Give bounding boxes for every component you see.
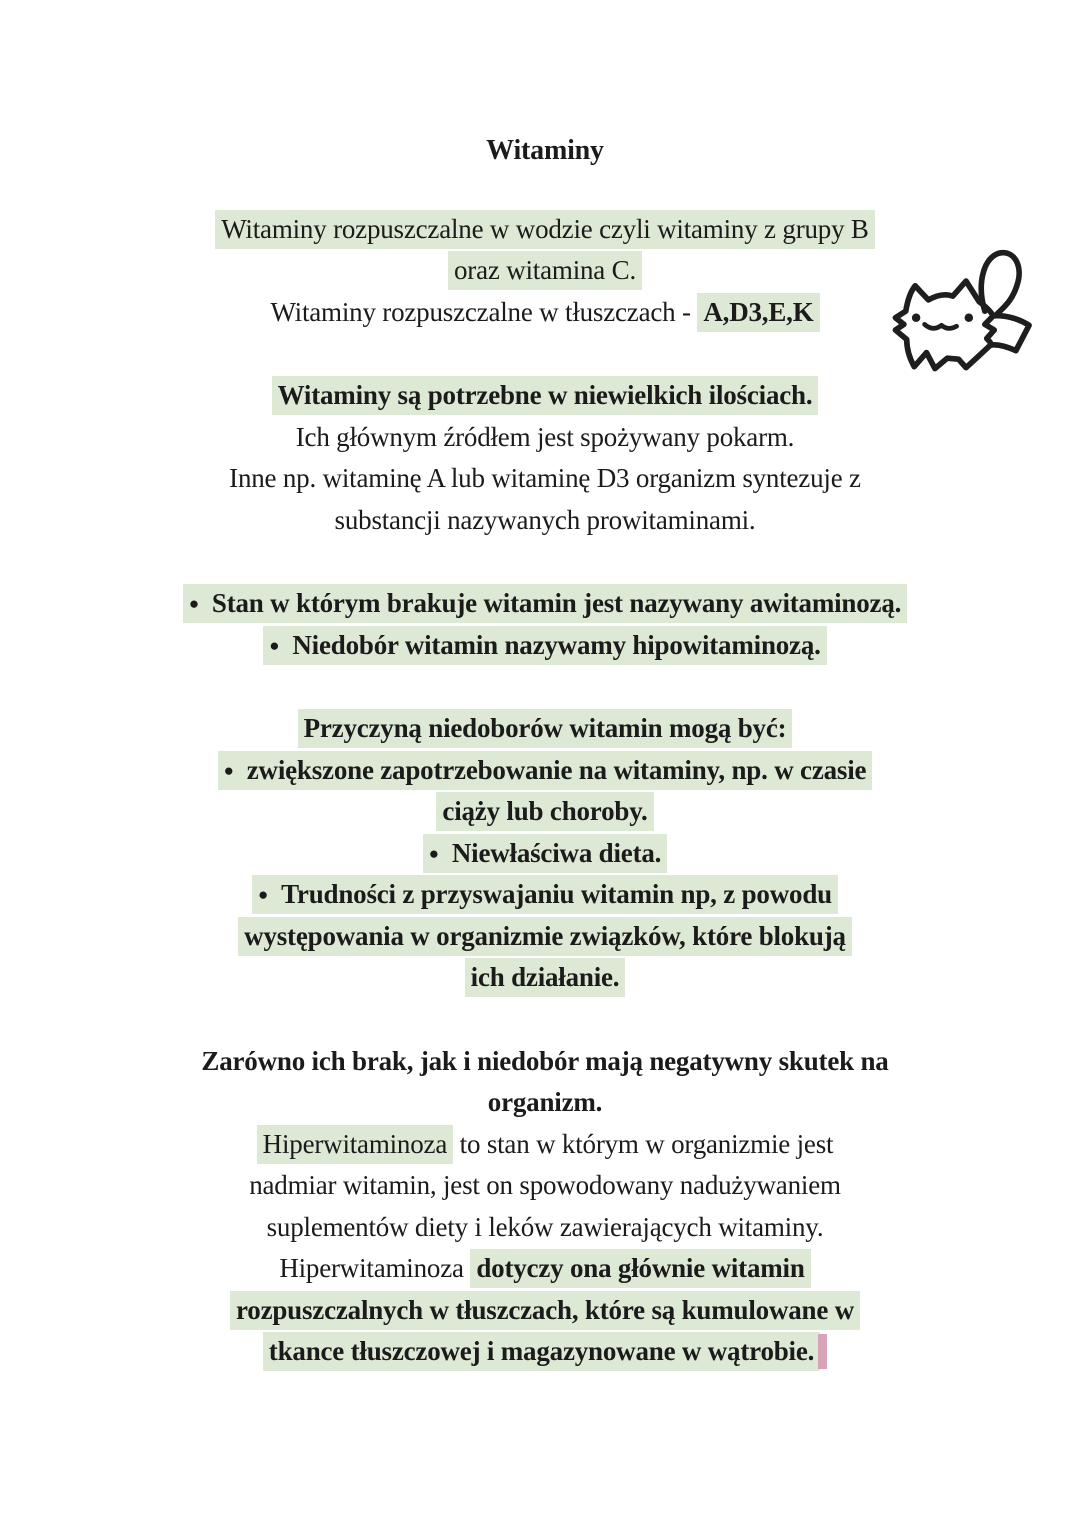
needs-paragraph — [100, 375, 990, 541]
text-line: substancji nazywanych prowitaminami. — [334, 504, 756, 535]
highlight-term: Hiperwitaminoza — [257, 1125, 453, 1164]
pink-cursor-mark — [818, 1334, 827, 1369]
text-line: nadmiar witamin, jest on spowodowany nadużywaniem — [249, 1170, 841, 1200]
text-line — [100, 250, 990, 292]
text-line: Inne np. witaminę A lub witaminę D3 organizm syntezuje z — [229, 463, 861, 493]
vitamin-states-list — [100, 583, 990, 666]
plain-text: to stan w którym w organizmie jest — [459, 1128, 834, 1159]
text-line — [100, 1290, 990, 1332]
bullet-icon: ● — [188, 594, 199, 613]
cat-doodle-icon — [862, 234, 1070, 394]
list-item — [100, 833, 990, 875]
highlight — [183, 584, 907, 623]
bullet-icon: ● — [428, 843, 439, 863]
text-line: Ich głównym źródłem jest spożywany pokarm. — [295, 421, 795, 452]
bullet-icon: ● — [223, 760, 234, 780]
list-item — [100, 625, 990, 667]
list-item-continuation — [100, 916, 990, 958]
text-line — [100, 292, 990, 334]
list-item — [100, 874, 990, 916]
text-line — [100, 209, 990, 251]
highlight — [218, 751, 873, 790]
highlight-vitamins: A,D3,E,K — [697, 293, 819, 332]
highlight — [252, 875, 838, 914]
list-item-continuation — [100, 791, 990, 833]
highlight: rozpuszczalnych w tłuszczach, które są kumulowane w — [230, 1291, 860, 1330]
bullet-icon: ● — [269, 635, 280, 655]
page-title: Witaminy — [486, 135, 604, 166]
intro-paragraph — [100, 209, 990, 334]
bullet-icon: ● — [258, 885, 269, 904]
highlight: Witaminy rozpuszczalne w wodzie czyli witaminy z grupy B — [215, 210, 875, 249]
list-item — [100, 583, 990, 625]
section-heading — [100, 708, 990, 750]
text-line: Zarówno ich brak, jak i niedobór mają negatywny skutek na — [201, 1045, 889, 1076]
causes-section — [100, 708, 990, 999]
text-line: organizm. — [487, 1087, 603, 1117]
plain-text: Witaminy rozpuszczalne w tłuszczach - — [270, 296, 691, 327]
highlight — [423, 834, 667, 873]
list-item-continuation — [100, 957, 990, 999]
plain-text: Hiperwitaminoza — [279, 1253, 464, 1283]
highlight: ich działanie. — [465, 958, 626, 997]
text-line — [100, 1248, 990, 1290]
list-item — [100, 750, 990, 792]
list-item-text: Stan w którym brakuje witamin jest nazywany awitaminozą. — [211, 588, 902, 618]
highlight: Witaminy są potrzebne w niewielkich ilościach. — [272, 376, 819, 415]
text-line — [100, 1124, 990, 1166]
page-content — [100, 130, 990, 1373]
highlight — [263, 626, 826, 665]
highlight: dotyczy ona głównie witamin — [470, 1249, 810, 1288]
list-item-text: Niedobór witamin nazywamy hipowitaminozą. — [292, 629, 821, 660]
highlight: tkance tłuszczowej i magazynowane w wątrobie. — [263, 1332, 820, 1371]
highlight: ciąży lub choroby. — [436, 792, 653, 831]
list-item-text: zwiększone zapotrzebowanie na witaminy, np. w czasie — [246, 754, 867, 785]
highlight: występowania w organizmie związków, które blokują — [238, 917, 852, 956]
excess-paragraph — [100, 1041, 990, 1373]
list-item-text: Trudności z przyswajaniu witamin np, z powodu — [281, 879, 832, 909]
highlight: oraz witamina C. — [448, 251, 642, 290]
text-line — [100, 375, 990, 417]
highlight: Przyczyną niedoborów witamin mogą być: — [298, 709, 793, 748]
text-line — [100, 1331, 990, 1373]
list-item-text: Niewłaściwa dieta. — [451, 837, 662, 868]
text-line: suplementów diety i leków zawierających witaminy. — [266, 1211, 824, 1242]
